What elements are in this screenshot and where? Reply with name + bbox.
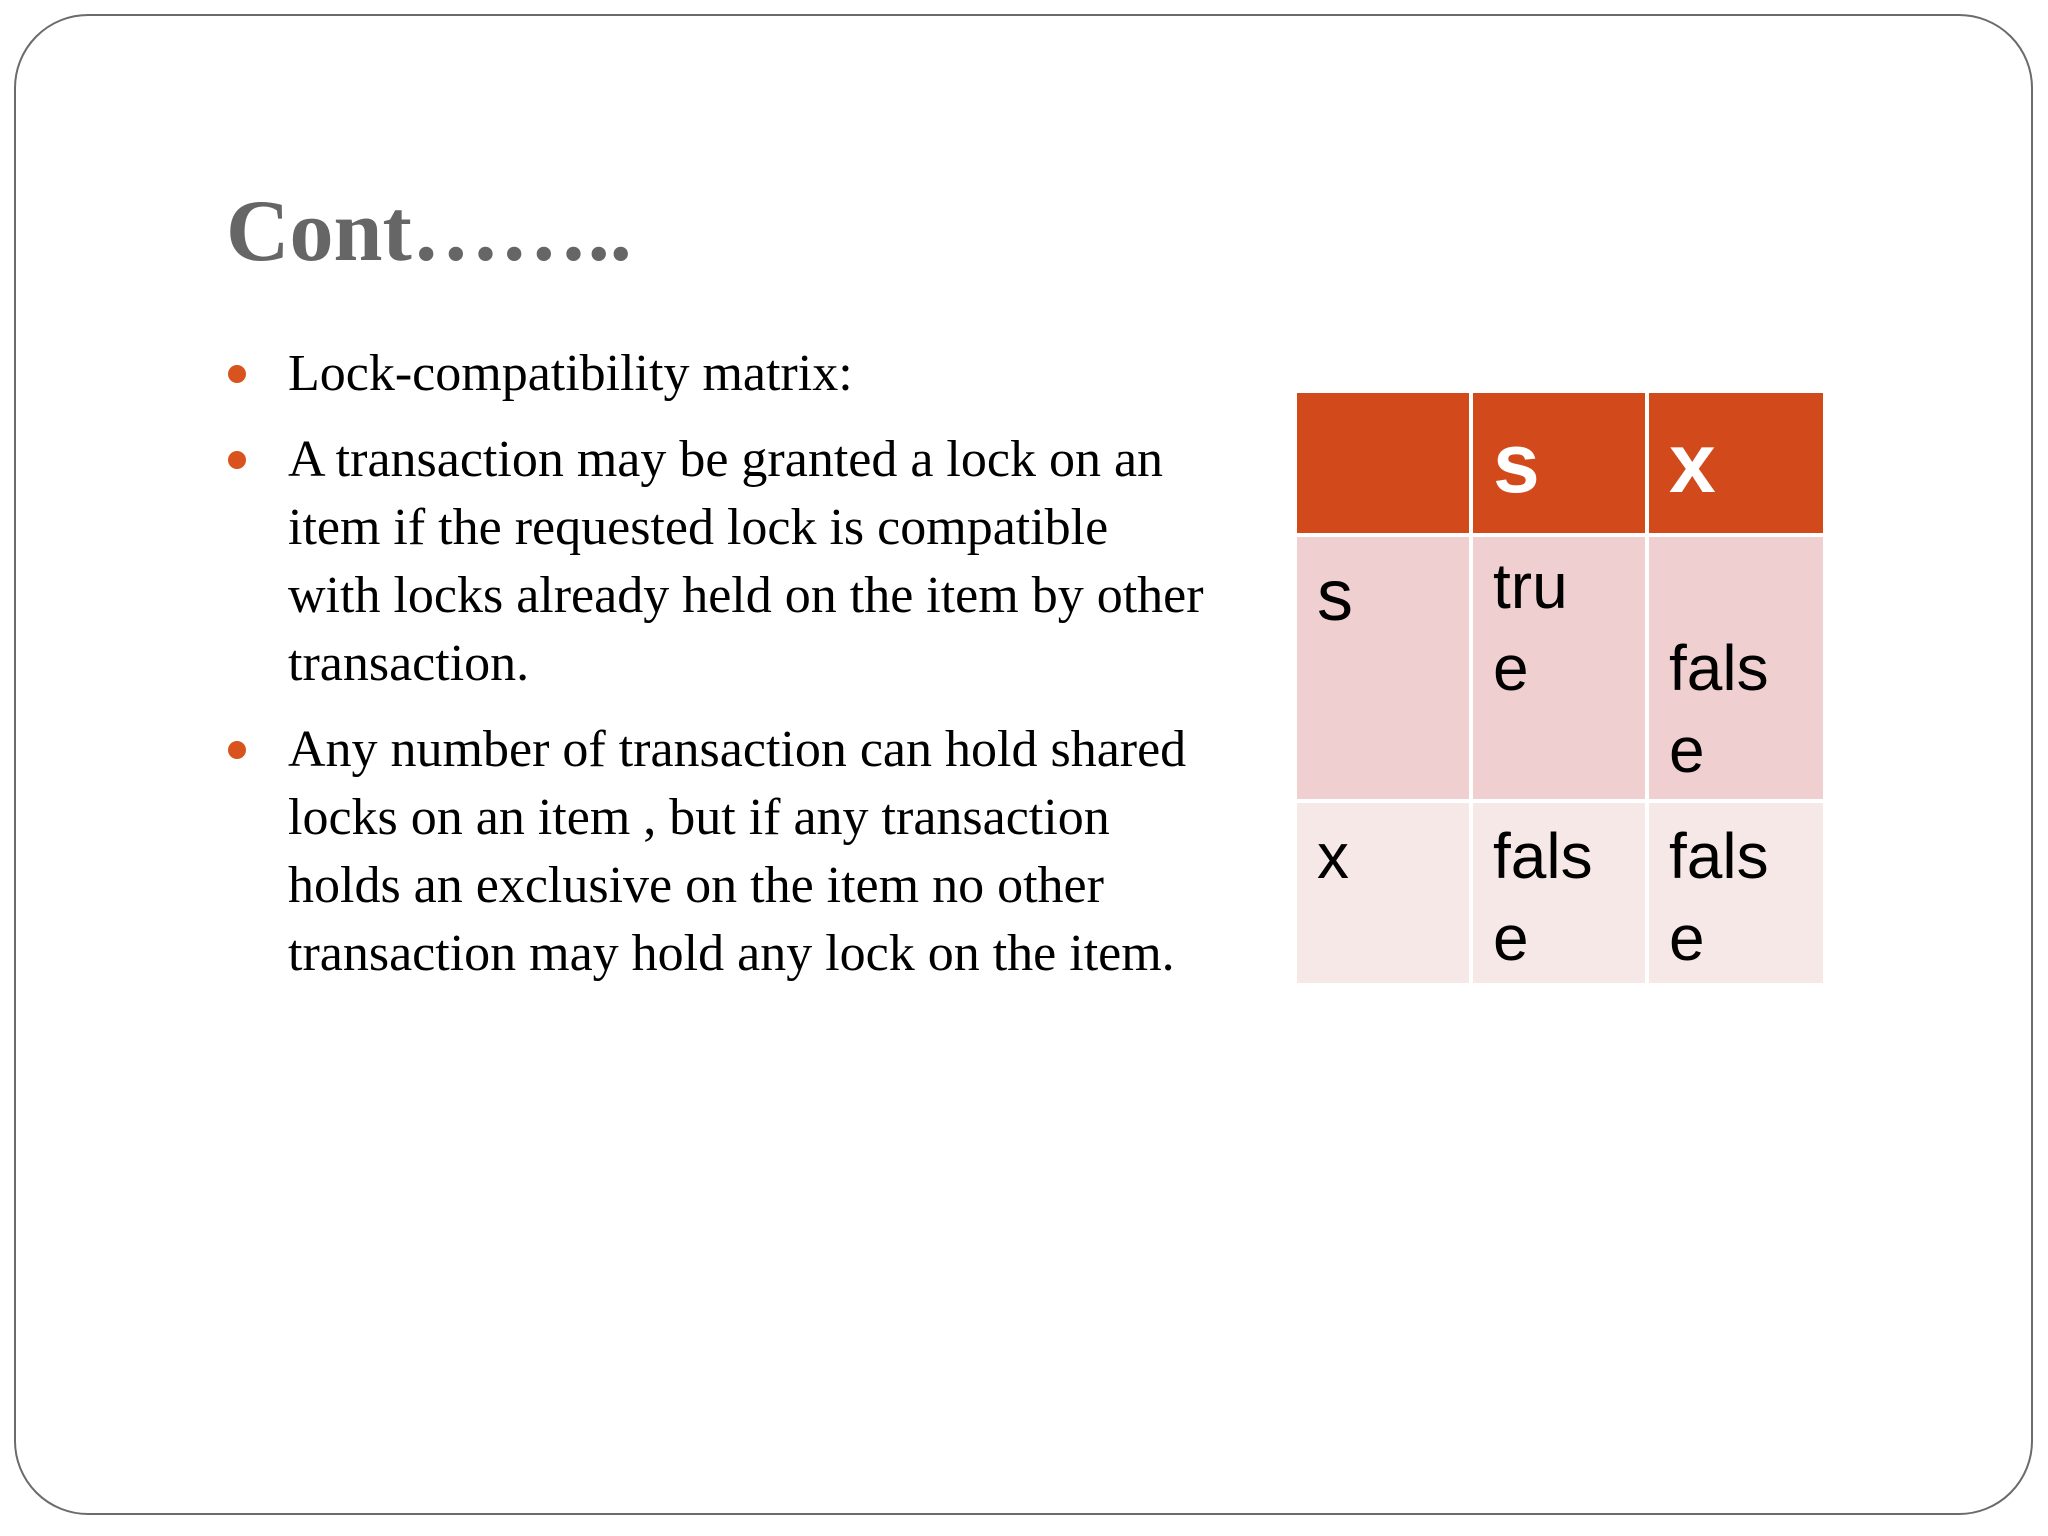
lock-compatibility-matrix — [1293, 389, 1827, 987]
matrix-cell-value: false — [1669, 820, 1769, 974]
bullet-item — [228, 716, 1208, 988]
matrix-cell-value: true — [1493, 550, 1568, 704]
matrix-header-s: s — [1473, 393, 1645, 533]
matrix-header-row — [1297, 393, 1823, 533]
matrix-row-x — [1297, 803, 1823, 983]
matrix-cell — [1649, 803, 1823, 983]
matrix-cell — [1649, 537, 1823, 799]
matrix-cell — [1473, 803, 1645, 983]
bullet-dot-icon — [228, 365, 246, 383]
bullet-text: A transaction may be granted a lock on an item if the requested lock is compatible with locks already held on the item by other transaction. — [288, 431, 1204, 692]
bullet-text: Lock-compatibility matrix: — [288, 345, 853, 402]
bullet-item — [228, 340, 1208, 408]
matrix-corner-cell — [1297, 393, 1469, 533]
matrix-cell-value: false — [1493, 820, 1593, 974]
bullet-text: Any number of transaction can hold shared locks on an item , but if any transaction holds an exclusive on the item no other transaction may hold any lock on the item. — [288, 721, 1187, 982]
matrix-cell — [1473, 537, 1645, 799]
bullet-item — [228, 426, 1208, 698]
matrix-header-x: x — [1649, 393, 1823, 533]
matrix-row-s — [1297, 537, 1823, 799]
bullet-dot-icon — [228, 451, 246, 469]
matrix-row-label: s — [1297, 537, 1469, 799]
bullet-dot-icon — [228, 741, 246, 759]
slide-title: Cont…….. — [226, 183, 632, 280]
matrix-cell-value: false — [1669, 632, 1769, 786]
bullet-list — [228, 340, 1208, 1006]
matrix-row-label: x — [1297, 803, 1469, 983]
